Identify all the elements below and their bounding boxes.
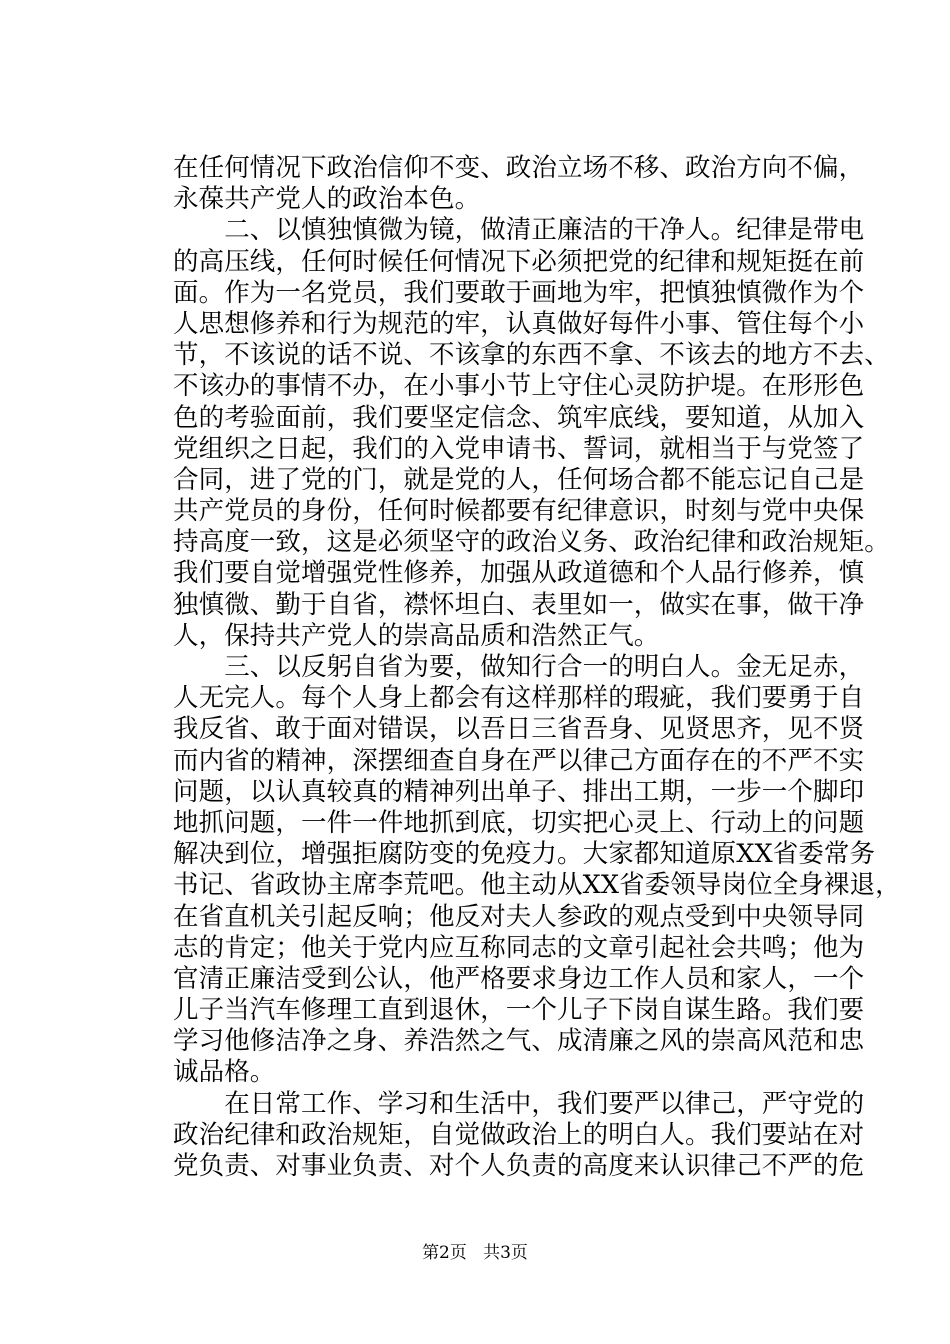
text-line: 问题，以认真较真的精神列出单子、排出工期，一步一个脚印 — [173, 776, 865, 807]
text-line: 官清正廉洁受到公认，他严格要求身边工作人员和家人，一个 — [173, 963, 865, 994]
text-line: 学习他修洁净之身、养浩然之气、成清廉之风的崇高风范和忠 — [173, 1026, 865, 1057]
text-line: 色的考验面前，我们要坚定信念、筑牢底线，要知道，从加入 — [173, 402, 865, 433]
text-line: 儿子当汽车修理工直到退休，一个儿子下岗自谋生路。我们要 — [173, 995, 865, 1026]
text-line: 不该办的事情不办，在小事小节上守住心灵防护堤。在形形色 — [173, 371, 865, 402]
text-line: 共产党员的身份，任何时候都要有纪律意识，时刻与党中央保 — [173, 496, 865, 527]
text-line: 持高度一致，这是必须坚守的政治义务、政治纪律和政治规矩。 — [173, 527, 890, 558]
text-line: 人，保持共产党人的崇高品质和浩然正气。 — [173, 620, 660, 651]
text-line: 人无完人。每个人身上都会有这样那样的瑕疵，我们要勇于自 — [173, 683, 865, 714]
paragraph-start-line: 三、以反躬自省为要，做知行合一的明白人。金无足赤， — [173, 652, 865, 682]
text-line: 解决到位，增强拒腐防变的免疫力。大家都知道原XX省委常务 — [173, 839, 876, 870]
page-footer — [0, 1243, 950, 1263]
text-line: 在任何情况下政治信仰不变、政治立场不移、政治方向不偏， — [173, 153, 865, 183]
text-line: 面。作为一名党员，我们要敢于画地为牢，把慎独慎微作为个 — [173, 277, 865, 308]
text-line: 合同，进了党的门，就是党的人，任何场合都不能忘记自己是 — [173, 464, 865, 495]
text-line: 政治纪律和政治规矩，自觉做政治上的明白人。我们要站在对 — [173, 1119, 865, 1150]
page-total: 共3页 — [483, 1243, 528, 1263]
paragraph-start-line: 二、以慎独慎微为镜，做清正廉洁的干净人。纪律是带电 — [173, 215, 865, 246]
text-line: 党组织之日起，我们的入党申请书、誓词，就相当于与党签了 — [173, 433, 865, 464]
page-number: 第2页 — [422, 1243, 467, 1263]
text-line: 而内省的精神，深摆细查自身在严以律己方面存在的不严不实 — [173, 745, 865, 776]
text-line: 我们要自觉增强党性修养，加强从政道德和个人品行修养，慎 — [173, 558, 865, 589]
text-line: 人思想修养和行为规范的牢，认真做好每件小事、管住每个小 — [173, 308, 865, 339]
text-line: 地抓问题，一件一件地抓到底，切实把心灵上、行动上的问题 — [173, 807, 865, 838]
text-line: 在省直机关引起反响；他反对夫人参政的观点受到中央领导同 — [173, 901, 865, 932]
text-line: 书记、省政协主席李荒吧。他主动从XX省委领导岗位全身裸退， — [173, 870, 901, 901]
text-line: 我反省、敢于面对错误，以吾日三省吾身、见贤思齐，见不贤 — [173, 714, 865, 745]
text-line: 节，不该说的话不说、不该拿的东西不拿、不该去的地方不去、 — [173, 340, 890, 371]
paragraph-start-line: 在日常工作、学习和生活中，我们要严以律己，严守党的 — [173, 1088, 865, 1119]
page-separator — [472, 1243, 477, 1263]
text-line: 的高压线，任何时候任何情况下必须把党的纪律和规矩挺在前 — [173, 246, 865, 277]
text-line: 诚品格。 — [173, 1057, 276, 1088]
text-line: 独慎微、勤于自省，襟怀坦白、表里如一，做实在事，做干净 — [173, 589, 865, 620]
text-line: 党负责、对事业负责、对个人负责的高度来认识律己不严的危 — [173, 1151, 865, 1181]
text-line: 永葆共产党人的政治本色。 — [173, 184, 481, 215]
document-body — [173, 153, 901, 1182]
text-line: 志的肯定；他关于党内应互称同志的文章引起社会共鸣；他为 — [173, 932, 865, 963]
